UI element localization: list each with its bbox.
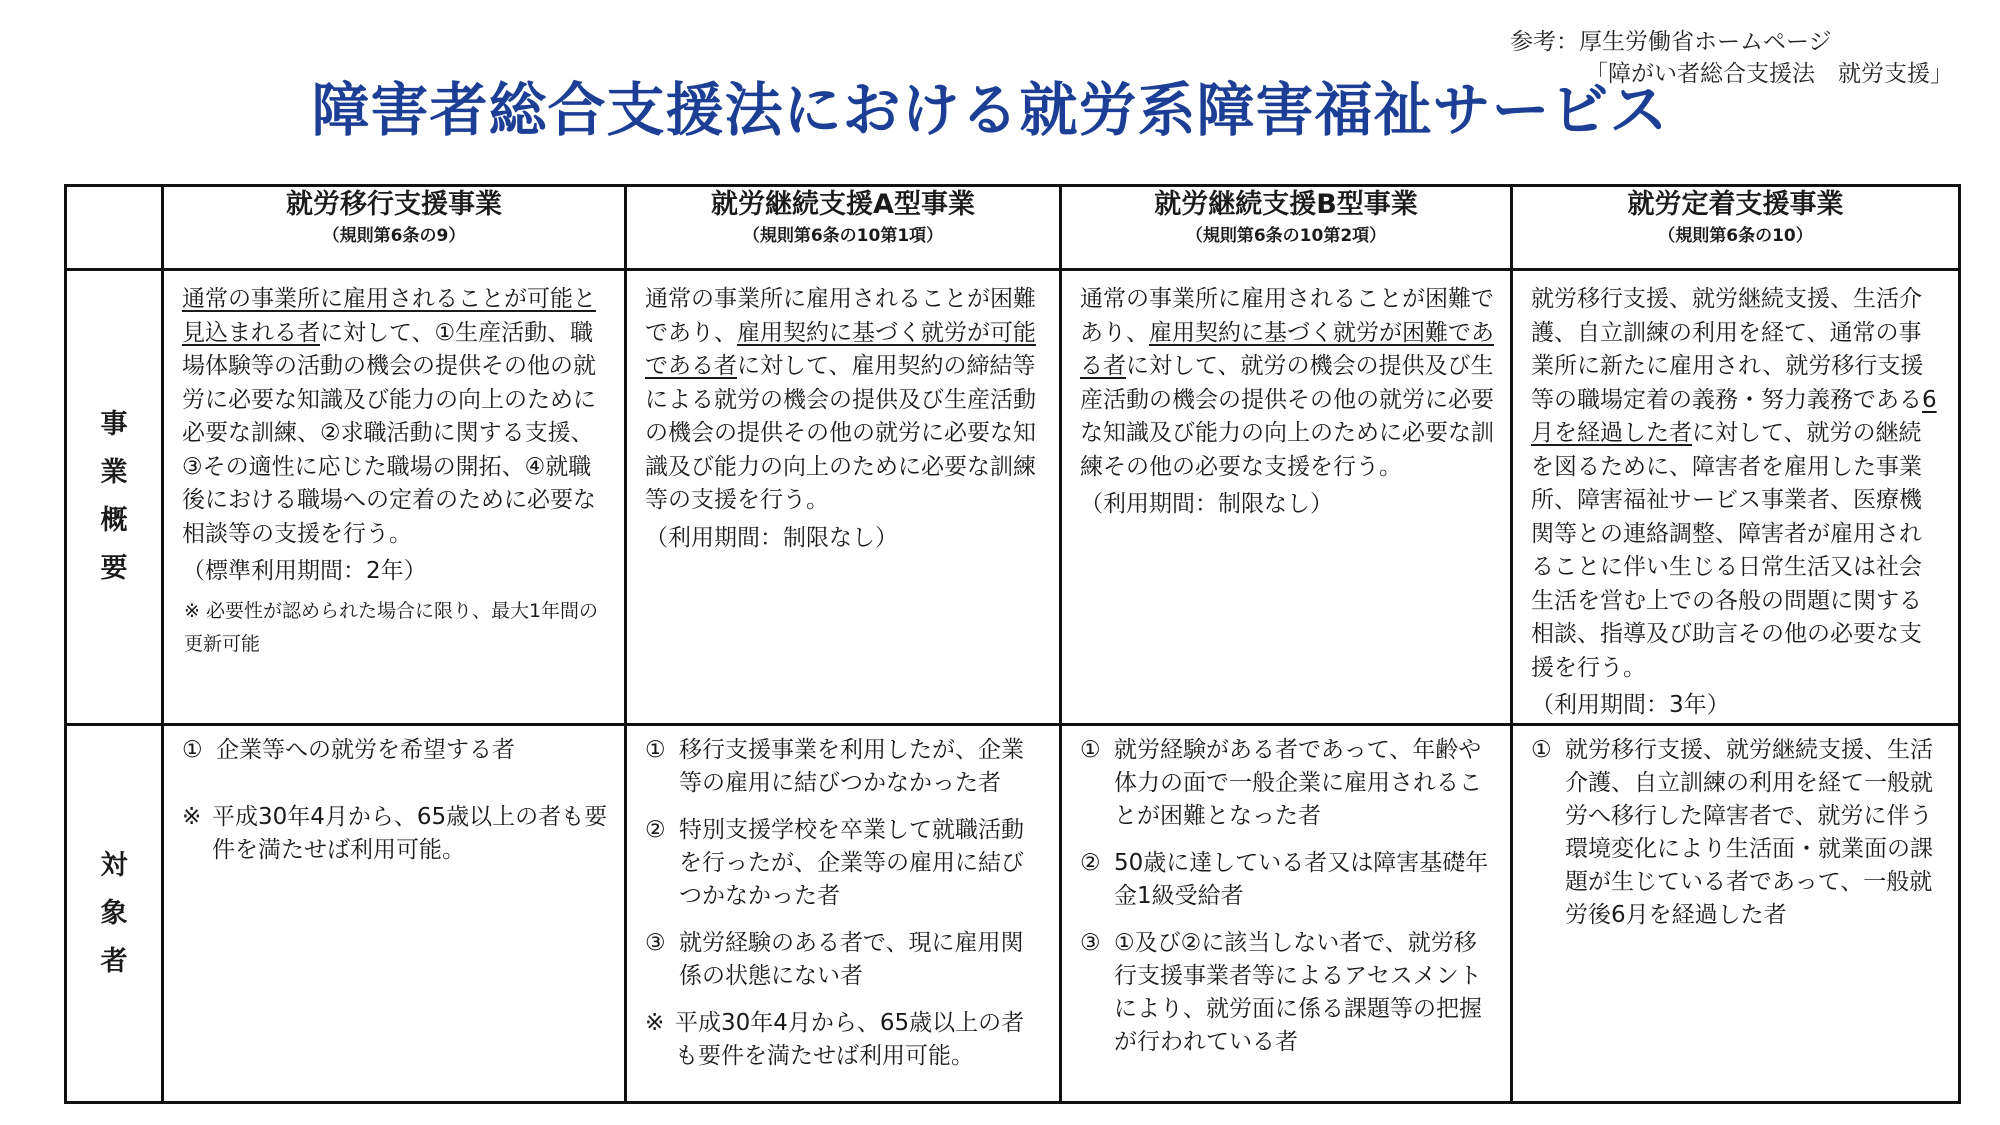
summary-text: に対して、①生産活動、職場体験等の活動の機会の提供その他の就労に必要な知識及び能力の向上のために必要な訓練、②求職活動に関する支援、③その適性に応じた職場の開拓、④就職後における職場への定着のために必要な相談等の支援を行う。 [182,319,596,547]
summary-text: に対して、就労の機会の提供及び生産活動の機会の提供その他の就労に必要な知識及び能力の向上のために必要な訓練その他の必要な支援を行う。 [1080,353,1494,480]
target-item-text: 特別支援学校を卒業して就職活動を行ったが、企業等の雇用に結びつかなかった者 [679,817,1024,909]
target-item-number: ① [1531,737,1552,763]
target-note-mark: ※ [645,1010,665,1036]
column-rule: （規則第6条の10第2項） [1185,226,1387,246]
source-note-line2: 「障がい者総合支援法 就労支援」 [1585,61,1953,87]
row-label-summary [66,270,163,725]
target-note-text: 平成30年4月から、65歳以上の者も要件を満たせば利用可能。 [675,1010,1025,1069]
row-label-char: 象 [100,897,128,929]
target-item-number: ① [182,737,203,763]
summary-underlined-text: 通常の事業所に雇用されることが可能と見込まれる者 [182,286,596,346]
target-item-number: ② [1080,850,1101,876]
row-label-char: 事 [100,409,128,440]
targets-cell-continuation-a [626,725,1061,1103]
target-item-number: ① [1080,737,1101,763]
target-note-text: 平成30年4月から、65歳以上の者も要件を満たせば利用可能。 [212,804,608,863]
summary-cell-employment-transition [163,270,626,725]
summary-cell-retention-support [1512,270,1960,725]
target-item-text: 企業等への就労を希望する者 [216,737,515,763]
header-cell-employment-transition [163,186,626,270]
row-label-char: 要 [100,553,128,584]
header-row [66,186,1960,270]
target-item [645,927,1045,993]
summary-text-pre: 通常の事業所に雇用されることが困難であり、 [645,286,1036,346]
targets-cell-retention-support [1512,725,1960,1103]
column-name: 就労定着支援事業 [1627,189,1844,220]
row-label-char: 対 [100,849,128,881]
target-item-number: ③ [1080,930,1101,956]
target-item-number: ② [645,817,666,843]
summary-cell-continuation-a [626,270,1061,725]
target-item [182,734,610,767]
summary-underlined-text: 6月を経過した者 [1531,386,1937,446]
header-cell-retention-support [1512,186,1960,270]
header-cell-continuation-b [1061,186,1512,270]
target-item [1080,927,1496,1059]
target-item [1531,734,1944,932]
row-label-targets [66,725,163,1103]
service-comparison-table [64,184,1961,1104]
header-cell-continuation-a [626,186,1061,270]
target-item-text: 移行支援事業を利用したが、企業等の雇用に結びつかなかった者 [679,737,1024,796]
targets-cell-employment-transition [163,725,626,1103]
column-name: 就労移行支援事業 [286,189,502,220]
summary-note: ※ 必要性が認められた場合に限り、最大1年間の更新可能 [184,599,599,655]
target-note-mark: ※ [182,804,202,830]
target-item-number: ① [645,737,666,763]
target-item [645,814,1045,913]
target-item-text: 就労経験がある者であって、年齢や体力の面で一般企業に雇用されることが困難となった者 [1114,737,1482,829]
targets-row [66,725,1960,1103]
page-title: 障害者総合支援法における就労系障害福祉サービス [311,76,1669,144]
column-rule: （規則第6条の9） [322,226,466,246]
target-item [645,734,1045,800]
summary-text-pre: 通常の事業所に雇用されることが困難であり、 [1080,286,1494,346]
summary-row [66,270,1960,725]
summary-underlined-text: 雇用契約に基づく就労が可能である者 [645,319,1036,379]
summary-text: に対して、雇用契約の締結等による就労の機会の提供及び生産活動の機会の提供その他の就労に必要な知識及び能力の向上のために必要な訓練等の支援を行う。 [645,353,1036,513]
row-label-char: 概 [100,505,128,536]
target-item-text: ①及び②に該当しない者で、就労移行支援事業者等によるアセスメントにより、就労面に係る課題等の把握が行われている者 [1114,930,1482,1055]
target-note [182,801,610,867]
header-corner-cell [66,186,163,270]
summary-text: に対して、就労の継続を図るために、障害者を雇用した事業所、障害福祉サービス事業者、医療機関等との連絡調整、障害者が雇用されることに伴い生じる日常生活又は社会生活を営む上での各般の問題に関する相談、指導及び助言その他の必要な支援を行う。 [1531,420,1922,681]
column-name: 就労継続支援A型事業 [711,189,975,220]
row-label-char: 者 [100,945,128,977]
usage-period: （利用期間：3年） [1531,692,1730,718]
column-rule: （規則第6条の10） [1658,226,1813,246]
source-note-line1: 参考：厚生労働省ホームページ [1510,29,1832,55]
target-item-text: 就労経験のある者で、現に雇用関係の状態にない者 [679,930,1024,989]
target-item [1080,847,1496,913]
target-item-text: 就労移行支援、就労継続支援、生活介護、自立訓練の利用を経て一般就労へ移行した障害者で、就労に伴う環境変化により生活面・就業面の課題が生じている者であって、一般就労後6月を経過した者 [1565,737,1933,928]
summary-underlined-text: 雇用契約に基づく就労が困難である者 [1080,319,1494,379]
usage-period: （利用期間：制限なし） [1080,491,1333,517]
target-item [1080,734,1496,833]
target-note [645,1007,1045,1073]
targets-cell-continuation-b [1061,725,1512,1103]
row-label-char: 業 [100,457,128,488]
column-rule: （規則第6条の10第1項） [742,226,944,246]
column-name: 就労継続支援B型事業 [1154,189,1418,220]
summary-text-pre: 就労移行支援、就労継続支援、生活介護、自立訓練の利用を経て、通常の事業所に新たに雇用され、就労移行支援等の職場定着の義務・努力義務である [1531,286,1924,413]
usage-period: （利用期間：制限なし） [645,524,898,551]
usage-period: （標準利用期間：2年） [182,558,427,584]
target-item-text: 50歳に達している者又は障害基礎年金1級受給者 [1114,850,1489,909]
target-item-number: ③ [645,930,666,956]
summary-cell-continuation-b [1061,270,1512,725]
